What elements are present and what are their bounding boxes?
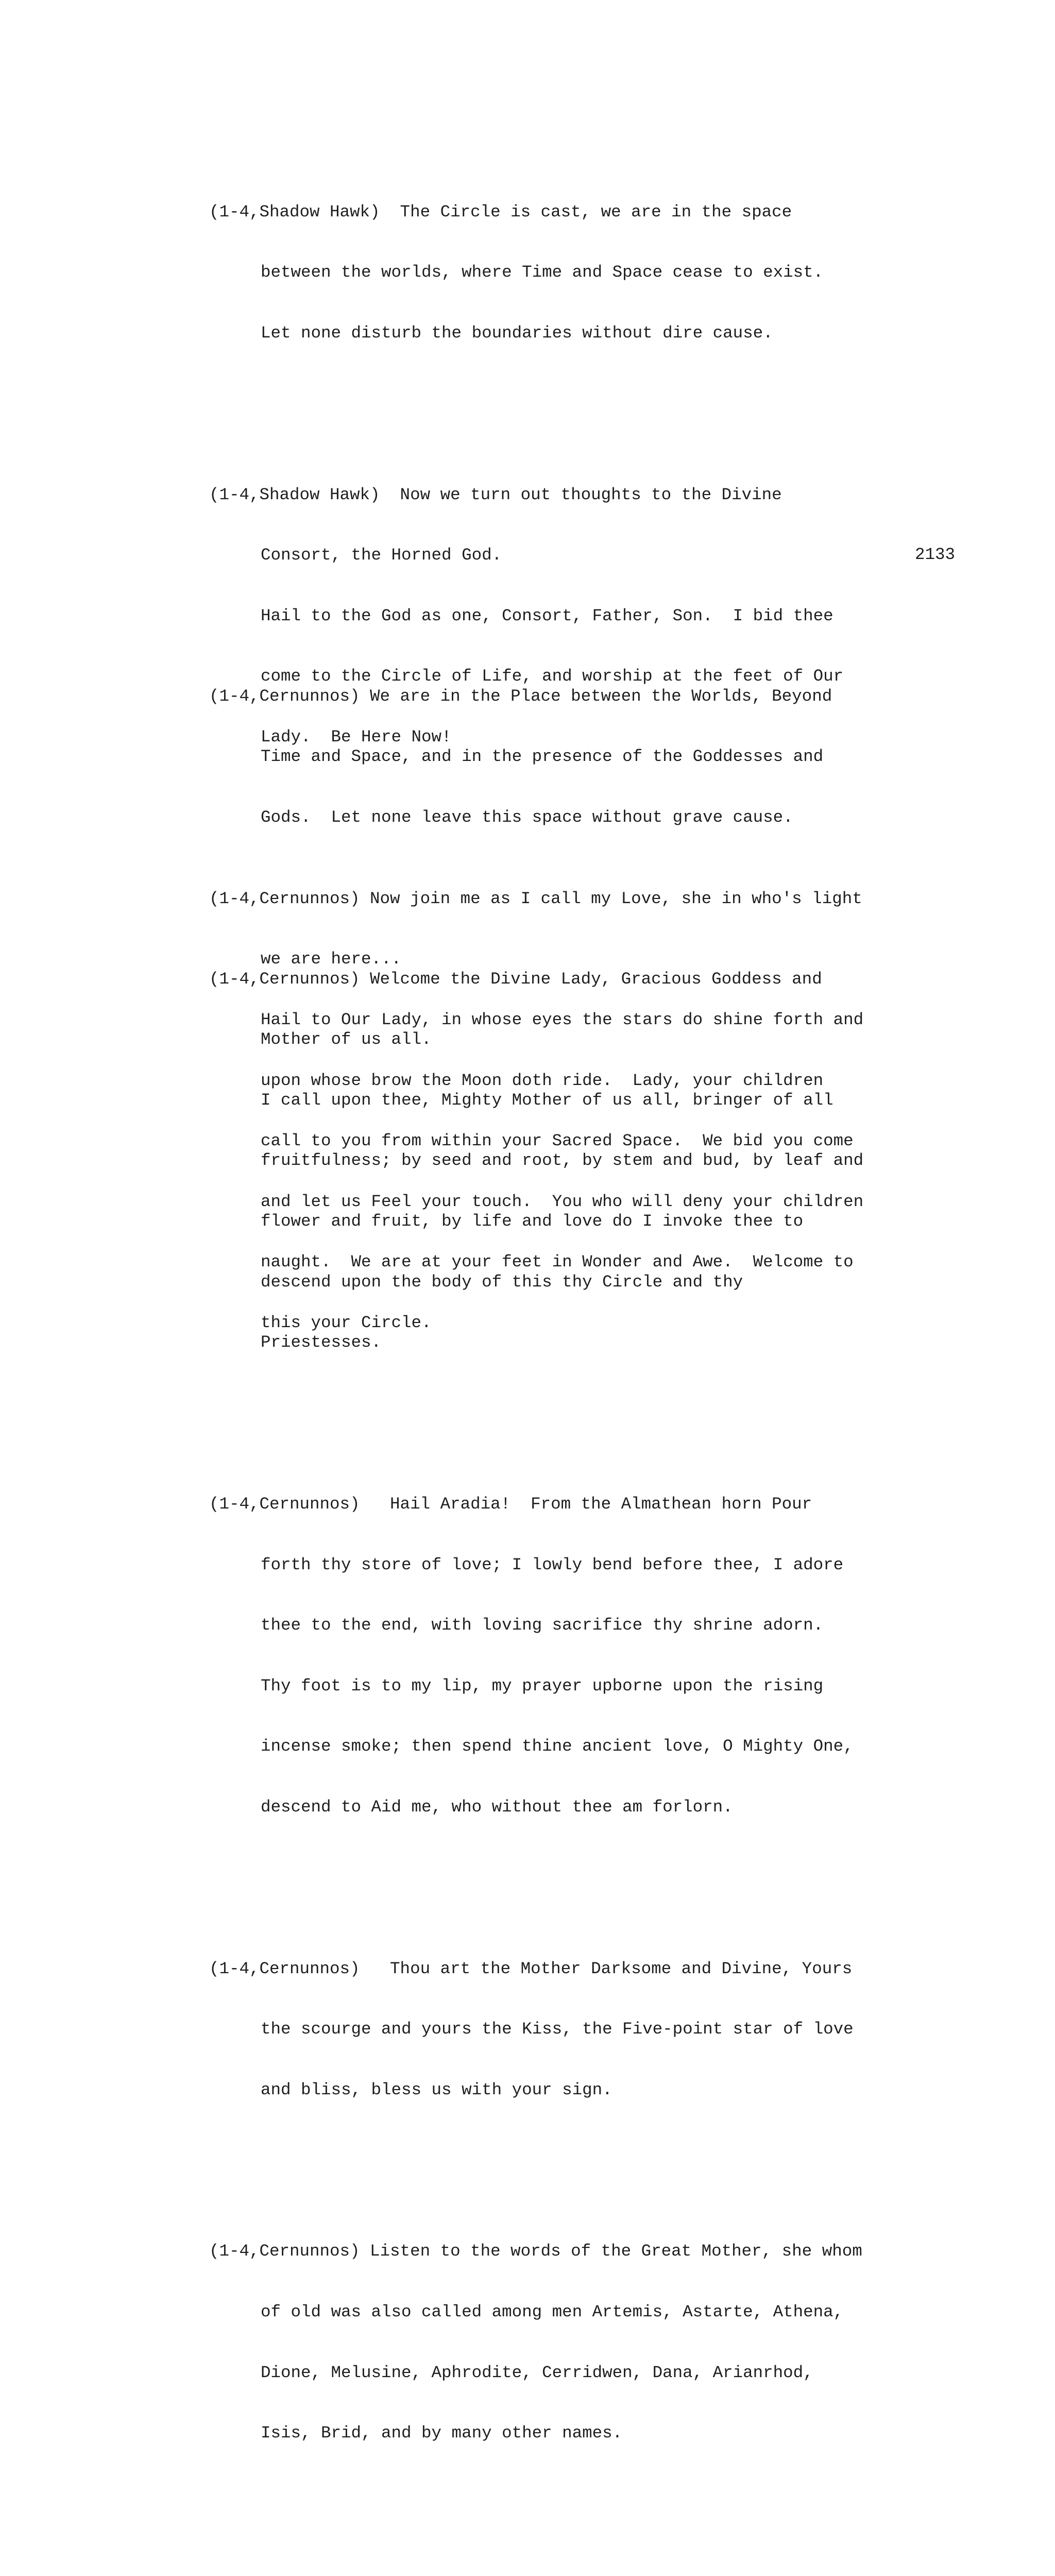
text-line: (1-4,Cernunnos) Hail Aradia! From the Almathean horn Pour	[209, 1494, 812, 1514]
paragraph	[209, 1918, 992, 2140]
paragraph	[209, 2201, 992, 2484]
text-line: upon whose brow the Moon doth ride. Lady, your children	[261, 1071, 824, 1090]
text-line: incense smoke; then spend thine ancient love, O Mighty One,	[261, 1737, 854, 1756]
text-line: descend upon the body of this thy Circle and thy	[261, 1272, 743, 1292]
text-line: (1-4,Cernunnos) Welcome the Divine Lady, Gracious Goddess and	[209, 969, 822, 989]
text-line: Time and Space, and in the presence of the Goddesses and	[261, 747, 824, 767]
text-line: (1-4,Cernunnos) Listen to the words of the Great Mother, she whom	[209, 2242, 862, 2261]
text-line: call to you from within your Sacred Space. We bid you come	[261, 1131, 854, 1151]
paragraph	[209, 928, 992, 1393]
text-line: naught. We are at your feet in Wonder and Awe. Welcome to	[261, 1252, 854, 1272]
text-line: of old was also called among men Artemis, Astarte, Athena,	[261, 2302, 844, 2321]
text-line: thee to the end, with loving sacrifice thy shrine adorn.	[261, 1616, 824, 1635]
text-line: (1-4,Shadow Hawk) The Circle is cast, we are in the space	[209, 202, 792, 222]
page-number: 2133	[914, 545, 955, 564]
text-line: Priestesses.	[261, 1333, 382, 1352]
text-line: Lady. Be Here Now!	[261, 727, 452, 747]
text-line: this your Circle.	[261, 1313, 432, 1332]
text-line: forth thy store of love; I lowly bend before thee, I adore	[261, 1555, 844, 1574]
paragraph	[209, 161, 992, 383]
text-line: (1-4,Cernunnos) Now join me as I call my Love, she in who's light	[209, 889, 862, 908]
text-line: Let none disturb the boundaries without dire cause.	[261, 324, 773, 343]
text-line: and bliss, bless us with your sign.	[261, 2080, 612, 2099]
text-line: Mother of us all.	[261, 1030, 432, 1049]
paragraph	[209, 646, 992, 868]
text-line: Hail to Our Lady, in whose eyes the stars do shine forth and	[261, 1010, 864, 1029]
text-line: and let us Feel your touch. You who will deny your children	[261, 1192, 864, 1211]
text-line: we are here...	[261, 950, 402, 969]
bottom-text-section	[209, 605, 992, 2576]
text-line: come to the Circle of Life, and worship at the feet of Our	[261, 667, 844, 686]
text-line: Dione, Melusine, Aphrodite, Cerridwen, Dana, Arianrhod,	[261, 2363, 813, 2382]
text-line: the scourge and yours the Kiss, the Five-point star of love	[261, 2020, 854, 2039]
text-line: Thy foot is to my lip, my prayer upborne upon the rising	[261, 1676, 824, 1696]
text-line: Gods. Let none leave this space without grave cause.	[261, 808, 793, 827]
paragraph	[209, 1454, 992, 1858]
text-line: Isis, Brid, and by many other names.	[261, 2424, 623, 2443]
text-line: Hail to the God as one, Consort, Father, Son. I bid thee	[261, 606, 833, 625]
text-line: descend to Aid me, who without thee am forlorn.	[261, 1797, 733, 1817]
text-line: fruitfulness; by seed and root, by stem and bud, by leaf and	[261, 1151, 864, 1171]
text-line: I call upon thee, Mighty Mother of us all, bringer of all	[261, 1090, 833, 1110]
text-line: flower and fruit, by life and love do I invoke thee to	[261, 1212, 804, 1231]
text-line: (1-4,Shadow Hawk) Now we turn out thoughts to the Divine	[209, 485, 782, 504]
text-line: between the worlds, where Time and Space cease to exist.	[261, 263, 824, 282]
paragraph	[209, 2544, 992, 2576]
text-line: Consort, the Horned God.	[261, 546, 502, 565]
text-line: (1-4,Cernunnos) We are in the Place between the Worlds, Beyond	[209, 686, 832, 706]
text-line: (1-4,Cernunnos) Thou art the Mother Darksome and Divine, Yours	[209, 1959, 853, 1978]
